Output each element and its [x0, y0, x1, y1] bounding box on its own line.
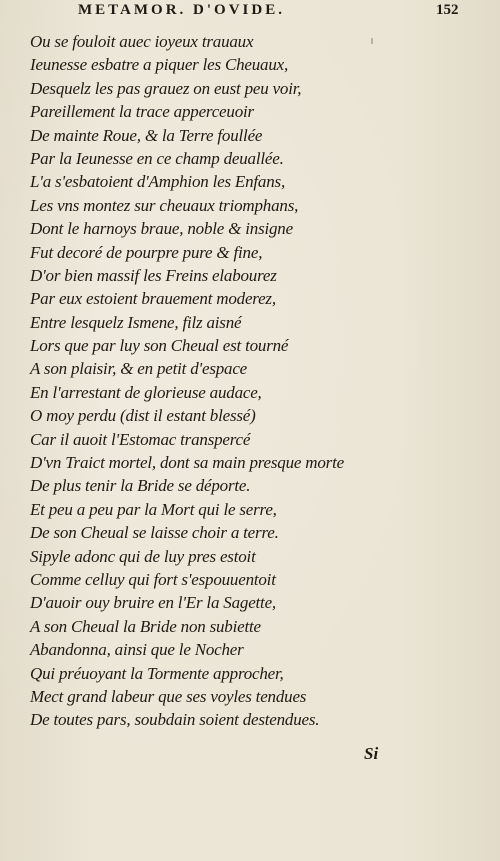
verse-line: De plus tenir la Bride se déporte. — [30, 476, 251, 496]
verse-block — [30, 30, 390, 732]
verse-line: Ou se fouloit auec ioyeux trauaux — [30, 32, 254, 51]
verse-line: Dont le harnoys braue, noble & insigne — [30, 219, 293, 239]
verse-line: De son Cheual se laisse choir a terre. — [30, 523, 279, 543]
verse-line: Par eux estoient brauement moderez, — [30, 289, 276, 309]
verse-line: Lors que par luy son Cheual est tourné — [30, 336, 289, 356]
verse-line: A son Cheual la Bride non subiette — [30, 616, 261, 636]
verse-line: Ieunesse esbatre a piquer les Cheuaux, — [30, 55, 289, 75]
page-header — [0, 2, 500, 20]
verse-line: Pareillement la trace apperceuoir — [30, 102, 254, 122]
verse-line: D'vn Traict mortel, dont sa main presque morte — [30, 453, 344, 473]
verse-line: Par la Ieunesse en ce champ deuallée. — [30, 148, 284, 168]
verse-line: Entre lesquelz Ismene, filz aisné — [30, 312, 242, 332]
verse-line: De toutes pars, soubdain soient destendues. — [30, 710, 320, 730]
running-title: METAMOR. D'OVIDE. — [78, 2, 285, 18]
signature-mark: Si — [364, 744, 379, 763]
verse-line: Sipyle adonc qui de luy pres estoit — [30, 546, 256, 566]
verse-line: Les vns montez sur cheuaux triomphans, — [30, 195, 299, 215]
verse-line: O moy perdu (dist il estant blessé) — [30, 406, 256, 426]
verse-line: Desquelz les pas grauez on eust peu voir, — [30, 78, 302, 98]
verse-line: L'a s'esbatoient d'Amphion les Enfans, — [30, 172, 285, 192]
verse-line: Car il auoit l'Estomac transpercé — [30, 429, 251, 449]
verse-line: De mainte Roue, & la Terre foullée — [30, 125, 263, 145]
verse-line: Et peu a peu par la Mort qui le serre, — [30, 499, 277, 519]
verse-line: D'or bien massif les Freins elabourez — [30, 265, 277, 285]
verse-line: Comme celluy qui fort s'espouuentoit — [30, 569, 276, 589]
verse-line: En l'arrestant de glorieuse audace, — [30, 382, 262, 402]
verse-line: Qui préuoyant la Tormente approcher, — [30, 663, 284, 683]
verse-line: A son plaisir, & en petit d'espace — [30, 359, 248, 379]
verse-line: Abandonna, ainsi que le Nocher — [30, 640, 244, 660]
verse-line: Mect grand labeur que ses voyles tendues — [30, 686, 307, 706]
verse-line: D'auoir ouy bruire en l'Er la Sagette, — [30, 593, 276, 613]
page-number: 152 — [436, 2, 459, 18]
verse-line: Fut decoré de pourpre pure & fine, — [30, 242, 263, 262]
